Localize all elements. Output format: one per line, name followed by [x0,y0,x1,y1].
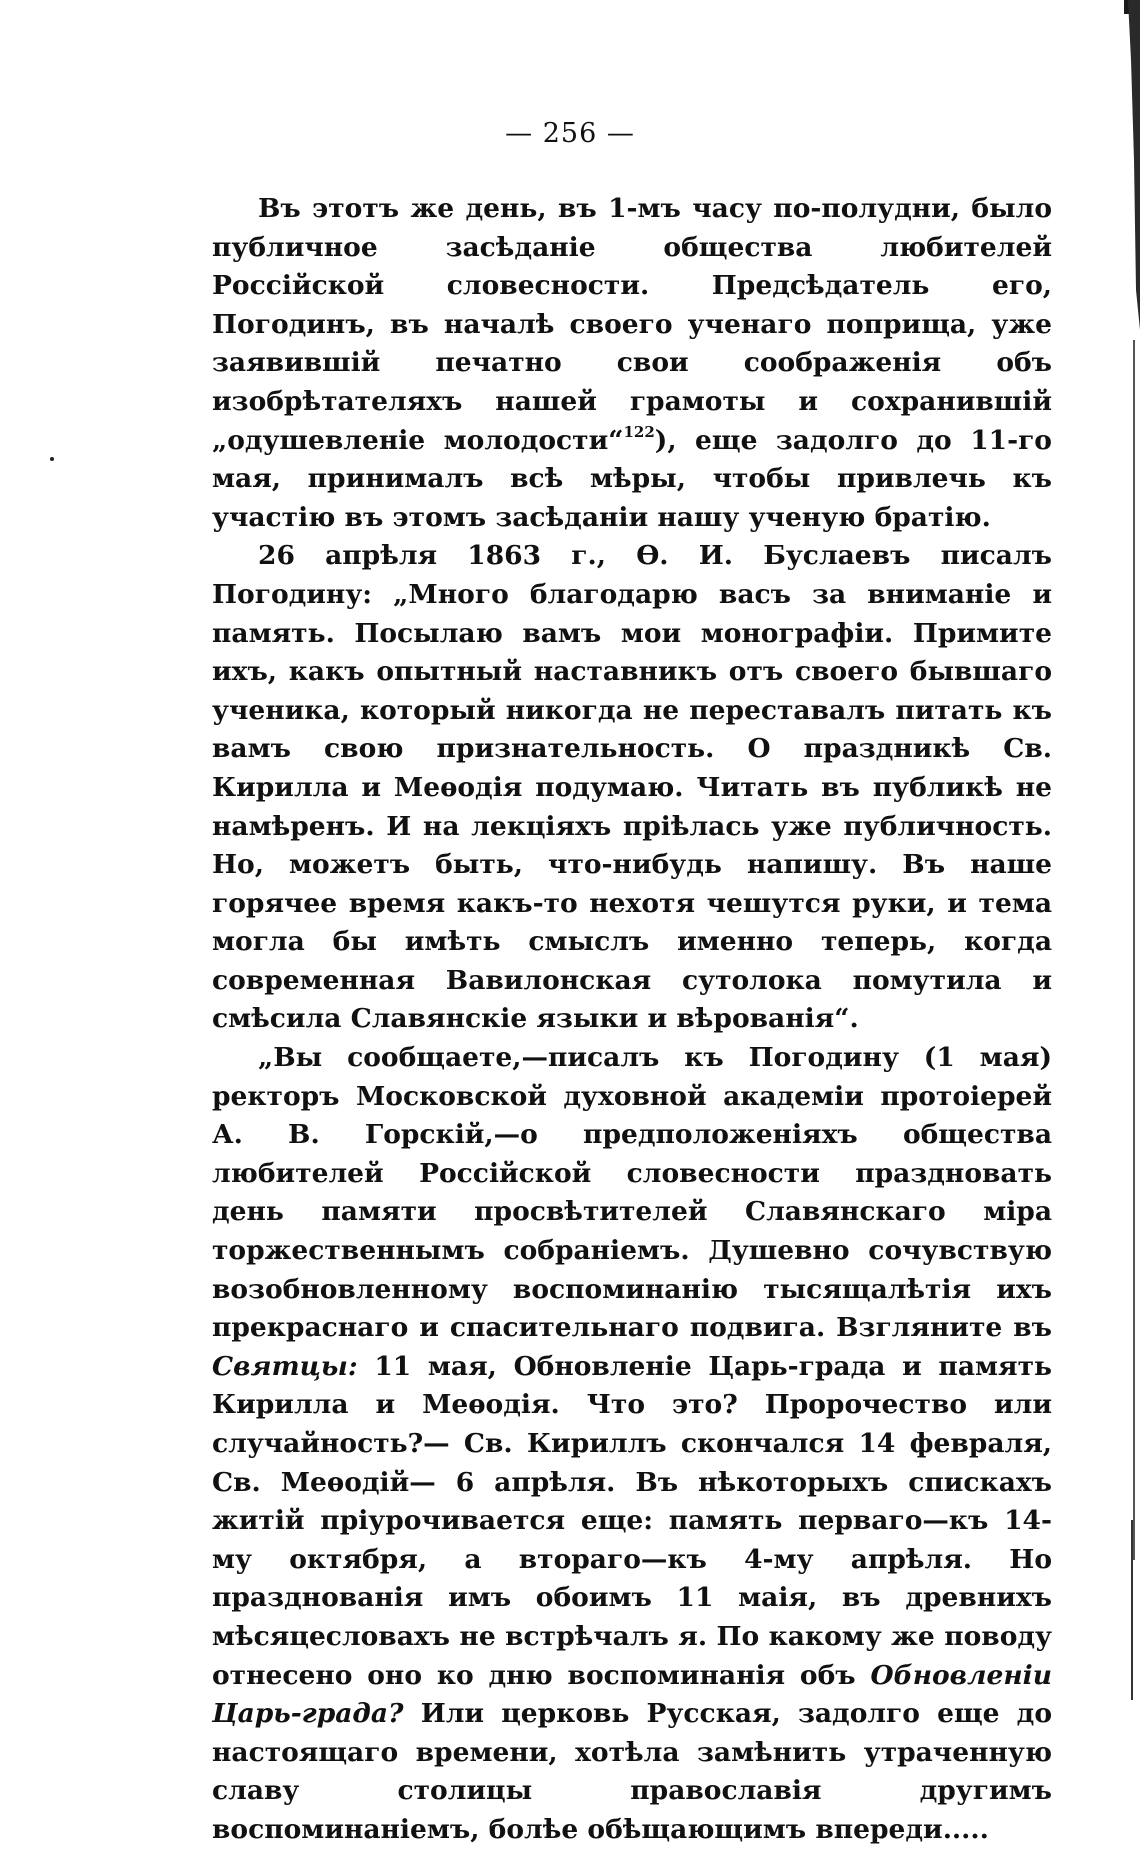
page-edge-shadow [1084,0,1140,1801]
paragraph-1-text: Въ этотъ же день, въ 1-мъ часу по-полудни, было публичное засѣданіе общества любителей Россійской словесности. Предсѣдатель его, Погодинъ, въ началѣ своего ученаго поприща, уже заявившій печатно свои соображенія объ изобрѣтателяхъ нашей грамоты и сохранившій „одушевленіе молодости“ [212,193,1052,456]
paragraph-3-text-b: 11 мая, Обновленіе Царь-града и память Кирилла и Меѳодія. Что это? Пророчество или случайность?— Св. Кириллъ скончался 14 февраля, Св. Меѳодій— 6 апрѣля. Въ нѣкоторыхъ спискахъ житій пріурочивается еще: память перваго—къ 14-му октября, а втораго—къ 4-му апрѣля. Но празднованія имъ обоимъ 11 маія, въ древнихъ мѣсяцесловахъ не встрѣчалъ я. По какому же поводу отнесено оно ко дню воспоминанія объ [212,1350,1052,1691]
paragraph-1 [212,190,1052,537]
paragraph-3-italic-b: Обновленіи Царь-града? [212,1659,1052,1730]
paragraph-2: 26 апрѣля 1863 г., Ѳ. И. Буслаевъ писалъ Погодину: „Много благодарю васъ за вниманіе и память. Посылаю вамъ мои монографіи. Примите ихъ, какъ опытный наставникъ отъ своего бывшаго ученика, который никогда не переставалъ питать къ вамъ свою признательность. О праздникѣ Св. Кирилла и Меѳодія подумаю. Читать въ публикѣ не намѣренъ. И на лекціяхъ пріѣлась уже публичность. Но, можетъ быть, что-нибудь напишу. Въ наше горячее время какъ-то нехотя чешутся руки, и тема могла бы имѣть смыслъ именно теперь, когда современная Вавилонская сутолока помутила и смѣсила Славянскіе языки и вѣрованія“. [212,540,1052,1035]
paragraph-3-italic-a: Святцы: [212,1350,358,1382]
paragraph-3 [212,1039,1052,1849]
body-text [212,190,1052,1850]
paragraph-1-text-end: ), еще задолго до 11-го мая, принималъ всѣ мѣры, чтобы привлечь къ участію въ этомъ засѣданіи нашу ученую братію. [212,424,1052,533]
print-speck [50,457,54,461]
page-number: — 256 — [505,118,635,149]
paragraph-3-text-c: Или церковь Русская, задолго еще до настоящаго времени, хотѣла замѣнить утраченную славу столицы православія другимъ воспоминаніемъ, болѣе обѣщающимъ впереди..... [212,1698,1052,1845]
paragraph-3-text-a: „Вы сообщаете,—писалъ къ Погодину (1 мая) ректоръ Московской духовной академіи протоіерей А. В. Горскій,—о предположеніяхъ общества любителей Россійской словесности праздновать день памяти просвѣтителей Славянскаго міра торжественнымъ собраніемъ. Душевно сочувствую возобновленному воспоминанію тысящалѣтія ихъ прекраснаго и спасительнаго подвига. Взгляните въ [212,1042,1052,1344]
footnote-ref: 122 [623,422,655,441]
